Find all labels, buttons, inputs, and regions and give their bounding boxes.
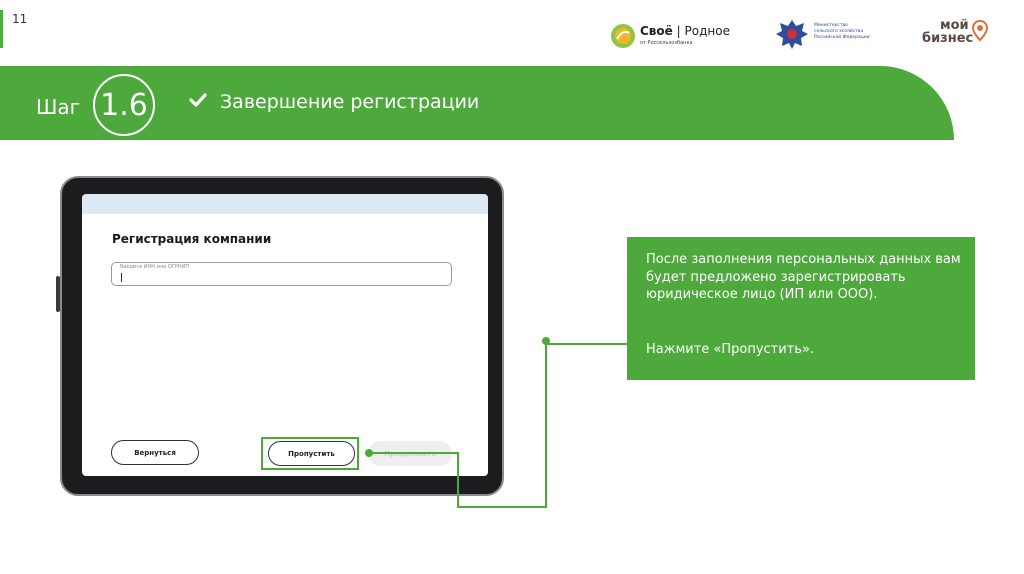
ministry-line-2: сельского хозяйства: [814, 29, 864, 34]
slide-accent-bar: [0, 10, 3, 48]
registration-form-title: Регистрация компании: [112, 232, 272, 246]
step-number-circle: [93, 74, 155, 136]
svoe-leaf-icon: [610, 23, 636, 49]
moi-biznes-line-2: бизнес: [922, 31, 974, 46]
step-title: Завершение регистрации: [220, 91, 480, 113]
svoe-divider: |: [676, 24, 681, 38]
ministry-line-1: Министерство: [814, 23, 848, 28]
step-number: 1.6: [100, 87, 148, 123]
slide-number: 11: [12, 12, 28, 26]
checkmark-icon: [188, 90, 208, 110]
connector-mid-dot: [542, 337, 550, 345]
eagle-emblem-icon: [774, 17, 810, 51]
callout-paragraph-1: После заполнения персональных данных вам будет предложено зарегистрировать юридическое лицо (ИП или ООО).: [646, 252, 961, 302]
callout-paragraph-2: Нажмите «Пропустить».: [646, 342, 815, 357]
moi-biznes-line-1: мой: [940, 18, 969, 33]
skip-button-highlight: [261, 437, 359, 470]
inn-input-placeholder: Введите ИНН или ОГРНИП: [120, 264, 190, 270]
skip-button[interactable]: Пропустить: [268, 441, 355, 466]
svoe-subtitle: от Россельхозбанка: [640, 40, 693, 46]
svoe-name: Своё: [640, 24, 673, 38]
ministry-line-3: Российской Федерации: [814, 35, 870, 40]
step-label: Шаг: [36, 95, 81, 119]
text-caret: [121, 273, 122, 282]
moi-biznes-logo: [920, 18, 992, 52]
svoe-rodnoe-logo: [610, 23, 730, 49]
back-button[interactable]: Вернуться: [111, 440, 199, 465]
continue-button: Продолжить: [368, 441, 452, 466]
svoe-suffix: Родное: [684, 24, 730, 38]
location-pin-icon: [972, 20, 988, 48]
ministry-logo: [774, 17, 874, 51]
